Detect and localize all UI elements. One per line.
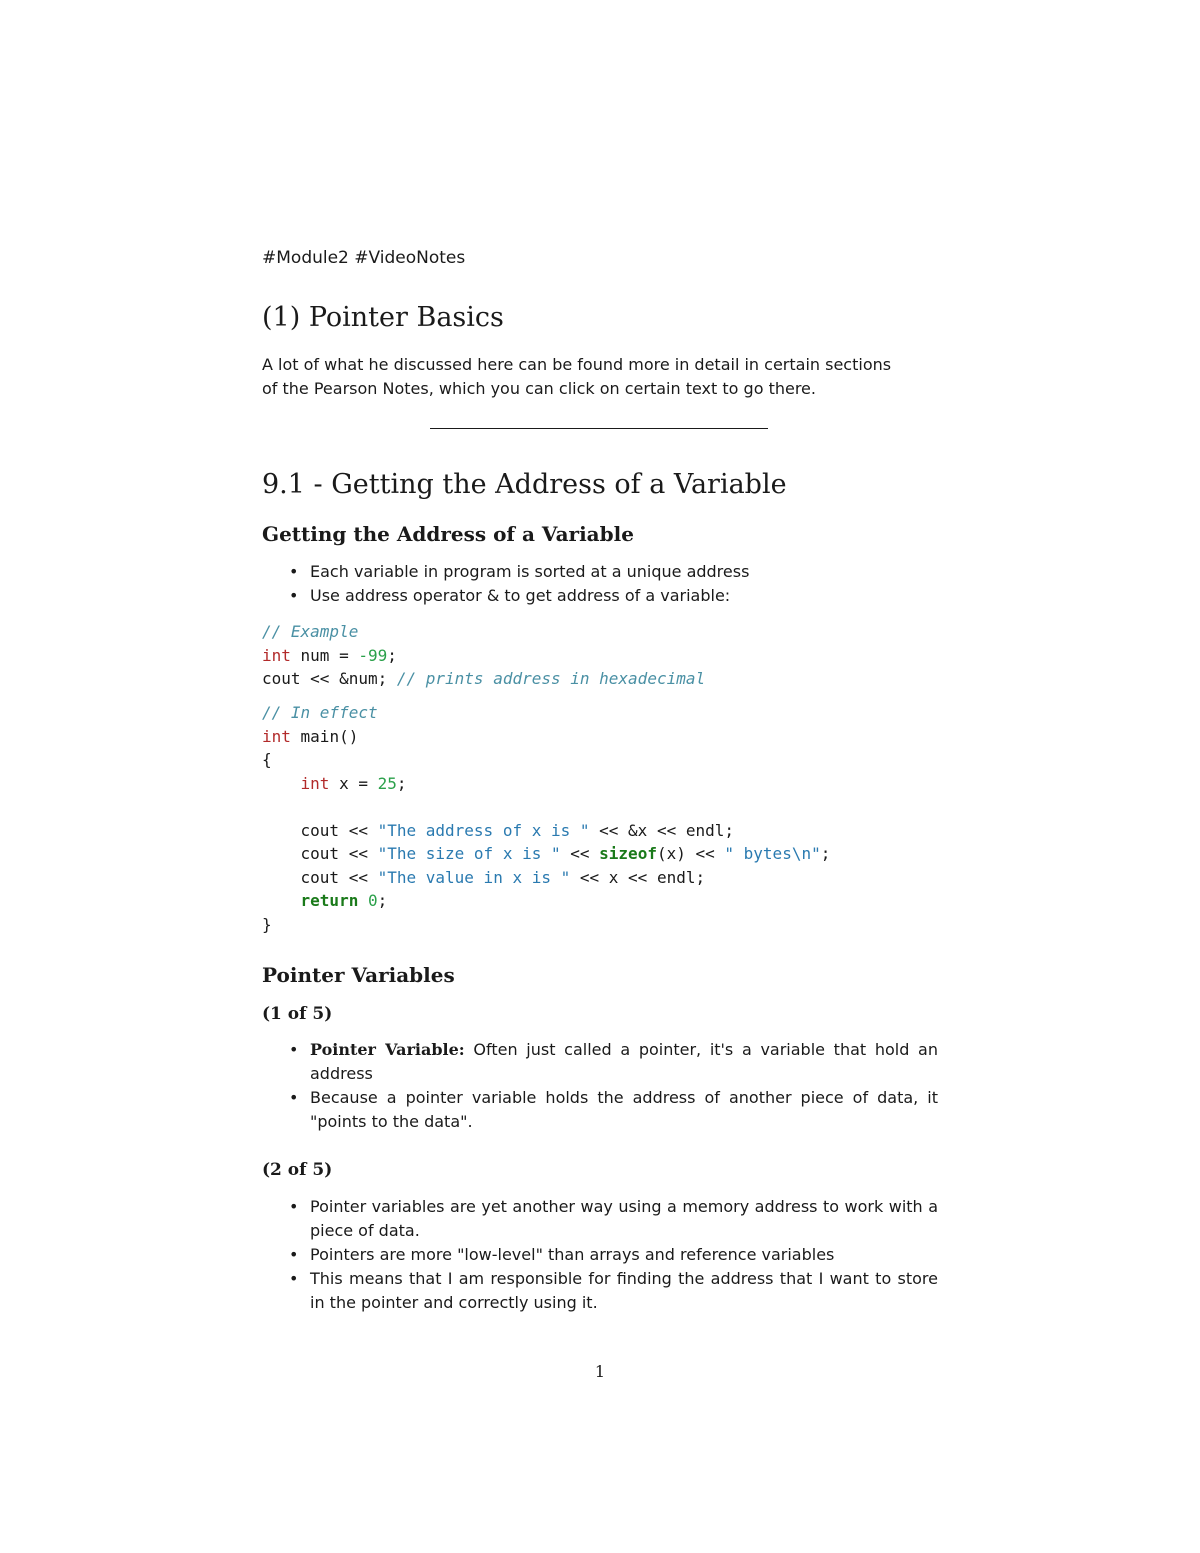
code-number: 0 xyxy=(367,891,378,910)
tag-line: #Module2 #VideoNotes xyxy=(262,248,466,268)
bullet-icon: • xyxy=(289,562,299,581)
list-item: • Each variable in program is sorted at a unique address xyxy=(262,560,938,584)
code-type-keyword: int xyxy=(300,773,330,793)
address-bullet-list xyxy=(262,560,938,608)
code-comment: // prints address in hexadecimal xyxy=(396,669,706,688)
code-comment: // In effect xyxy=(262,703,378,722)
list-item: • This means that I am responsible for finding the address that I want to store in the pointer and correctly using it. xyxy=(289,1269,938,1312)
intro-line-2: of the Pearson Notes, which you can click on certain text to go there. xyxy=(262,379,816,398)
code-block-effect: // In effect int main() { int x = 25; cout << "The address of x is " << &x << endl; cout << "The size of x is " << sizeof(x) << " bytes\n"; cout << "The value in x is " << x << endl; return 0; } xyxy=(262,703,831,934)
bullet-icon: • xyxy=(289,1197,299,1216)
code-string: "The value in x is " xyxy=(377,867,571,887)
subsection-title-getting-address: Getting the Address of a Variable xyxy=(262,522,634,546)
bullet-icon: • xyxy=(289,1040,299,1059)
bullet-icon: • xyxy=(289,1245,299,1264)
part-label-2-of-5: (2 of 5) xyxy=(262,1160,333,1180)
code-type-keyword: int xyxy=(262,645,291,665)
code-number: -99 xyxy=(358,645,388,665)
code-string: "The size of x is " xyxy=(377,844,561,863)
code-number: 25 xyxy=(377,773,397,793)
section-title-getting-address: 9.1 - Getting the Address of a Variable xyxy=(262,469,787,500)
code-string: " bytes\n" xyxy=(724,844,821,863)
term-label: Pointer Variable: xyxy=(310,1040,465,1059)
list-item: • Pointer variables are yet another way using a memory address to work with a piece of data. xyxy=(289,1197,938,1240)
code-type-keyword: int xyxy=(262,726,291,746)
pointer-variables-list-1 xyxy=(262,1038,938,1134)
list-item: • Because a pointer variable holds the address of another piece of data, it "points to the data". xyxy=(289,1088,938,1131)
subsection-title-pointer-variables: Pointer Variables xyxy=(262,963,455,987)
bullet-icon: • xyxy=(289,1269,299,1288)
horizontal-rule xyxy=(430,428,768,429)
section-title-pointer-basics: (1) Pointer Basics xyxy=(262,302,504,333)
pointer-variables-list-2 xyxy=(262,1195,938,1315)
code-keyword: return xyxy=(300,891,359,910)
list-item: • Pointer Variable: Often just called a pointer, it's a variable that hold an address xyxy=(289,1040,939,1083)
code-string: "The address of x is " xyxy=(377,820,590,840)
intro-line-1: A lot of what he discussed here can be found more in detail in certain sections xyxy=(262,355,892,374)
page-number: 1 xyxy=(594,1362,606,1381)
code-comment: // Example xyxy=(262,622,359,641)
bullet-icon: • xyxy=(289,586,299,605)
list-item: • Use address operator & to get address of a variable: xyxy=(262,584,938,608)
code-block-example: // Example int num = -99; cout << &num; // prints address in hexadecimal xyxy=(262,622,706,688)
code-keyword: sizeof xyxy=(599,844,657,863)
list-item: • Pointers are more "low-level" than arrays and reference variables xyxy=(262,1243,938,1267)
part-label-1-of-5: (1 of 5) xyxy=(262,1004,333,1024)
bullet-icon: • xyxy=(289,1088,299,1107)
